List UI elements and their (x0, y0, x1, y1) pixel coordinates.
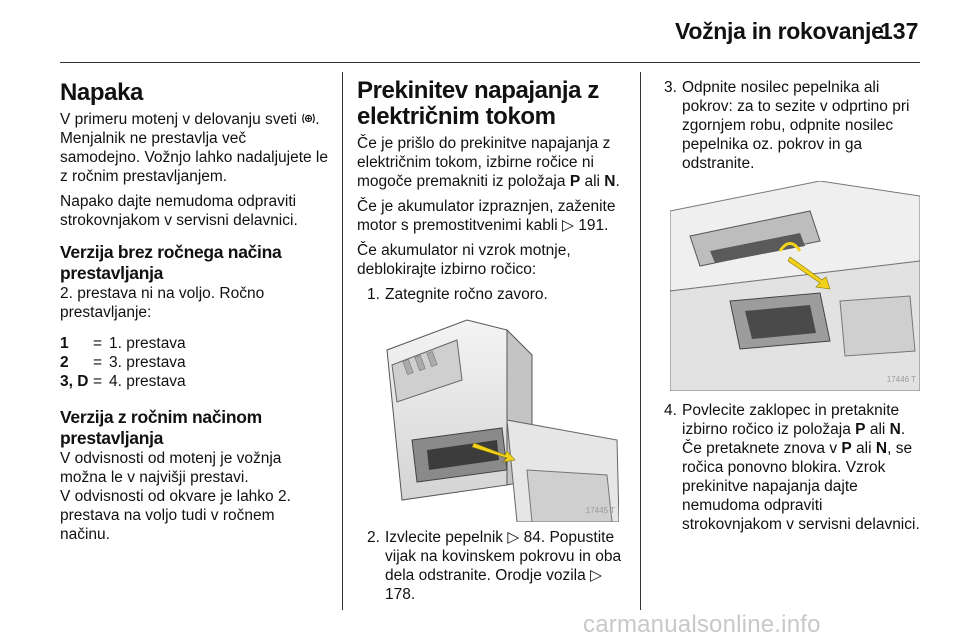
step4-text-b: . Če pretaknete znova v (682, 421, 906, 457)
battery-paragraph (357, 197, 627, 235)
step-number: 2. (367, 529, 380, 546)
step-1 (367, 285, 627, 304)
photo-code: 17445 T (585, 506, 615, 515)
gear-eq: = (93, 335, 103, 352)
step4-text-c: , se ročica ponovno blokira. Vzrok prekinitve napajanja dajte nemudoma odpraviti strokovnjakom v servisni delavnici. (682, 440, 920, 533)
column-3 (664, 72, 924, 540)
gear-key: 2 (60, 354, 69, 371)
handbrake-console-photo (357, 310, 619, 522)
position-n: N (875, 440, 888, 457)
step4-or: ali (851, 440, 876, 457)
photo-code: 17446 T (886, 375, 916, 384)
page-number: 137 (880, 18, 919, 44)
gear-table (60, 334, 328, 391)
gear-key: 3, D (60, 373, 89, 390)
column-1 (60, 72, 328, 550)
header-divider (60, 62, 920, 63)
fault-paragraph (60, 110, 328, 186)
step4-or: ali (865, 421, 890, 438)
pf-text: Če je prišlo do prekinitve napajanja z električnim tokom, izbirne ročice ni mogoče premakniti iz položaja (357, 135, 611, 190)
watermark: carmanualsonline.info (583, 611, 821, 638)
step-2 (367, 528, 627, 604)
manual-mode-text-1: V odvisnosti od motenj je vožnja možna le v najvišji prestavi. (60, 450, 282, 486)
column-2 (357, 72, 627, 610)
heading-manual-mode: Verzija z ročnim načinom prestavljanja (60, 407, 262, 448)
column-divider-2 (640, 72, 641, 610)
pf-end: . (615, 173, 620, 190)
fault-service-paragraph: Napako dajte nemudoma odpraviti strokovnjakom v servisni delavnici. (60, 193, 298, 229)
fault-text-a: V primeru motenj v delovanju sveti (60, 111, 302, 128)
page-reference[interactable]: 84. (523, 529, 546, 546)
ashtray-holder-photo (670, 181, 920, 391)
power-failure-paragraph (357, 134, 627, 191)
step2-text-b: Popustite vijak na kovinskem pokrovu in oba dela odstranite. Orodje vozila (385, 529, 622, 584)
gear-eq: = (93, 354, 103, 371)
step-text: Zategnite ročno zavoro. (385, 286, 548, 303)
heading-napaka: Napaka (60, 79, 143, 106)
step-text (385, 528, 627, 604)
manual-mode-text-2: V odvisnosti od okvare je lahko 2. prestava na voljo tudi v ročnem načinu. (60, 488, 291, 543)
heading-no-manual-mode: Verzija brez ročnega načina prestavljanja (60, 242, 282, 283)
position-n: N (889, 421, 901, 438)
gear-key: 1 (60, 335, 69, 352)
step-number: 1. (367, 286, 380, 303)
step-3 (664, 78, 924, 173)
step-4 (664, 401, 924, 534)
page-reference[interactable]: 178. (385, 586, 416, 603)
page-section-title: Vožnja in rokovanje (675, 18, 884, 44)
gear-row (60, 372, 328, 391)
gear-value: 3. prestava (109, 354, 186, 371)
column-divider-1 (342, 72, 343, 610)
step-number: 3. (664, 79, 677, 96)
heading-power-failure: Prekinitev napajanja z električnim tokom (357, 77, 599, 130)
step-text: Odpnite nosilec pepelnika ali pokrov: za to sezite v odprtino pri zgornjem robu, odpnite nosilec pepelnika oz. pokrov in ga odstranite. (682, 79, 910, 172)
no-manual-mode-text: 2. prestava ni na voljo. Ročno prestavljanje: (60, 285, 265, 321)
page-reference-arrow-icon: ▷ (507, 529, 520, 546)
step4-text-a: Povlecite zaklopec in pretaknite izbirno ročico iz položaja (682, 402, 900, 438)
position-p: P (841, 440, 852, 457)
gear-eq: = (93, 373, 103, 390)
step-number: 4. (664, 402, 677, 419)
gearbox-warning-icon (301, 110, 315, 129)
fault-text-b: . Menjalnik ne prestavlja več samodejno. Vožnjo lahko nadaljujete le z ročnim prestavljanjem. (60, 111, 328, 185)
gear-row (60, 353, 328, 372)
gear-value: 1. prestava (109, 335, 186, 352)
unlock-intro: Če akumulator ni vzrok motnje, deblokirajte izbirno ročico: (357, 242, 571, 278)
position-p: P (569, 173, 581, 190)
page-reference-arrow-icon: ▷ (562, 217, 574, 234)
position-p: P (855, 421, 866, 438)
step-text (682, 401, 924, 534)
pf-or: ali (580, 173, 605, 190)
gear-value: 4. prestava (109, 373, 186, 390)
page-reference-arrow-icon: ▷ (590, 567, 602, 584)
step2-text-a: Izvlecite pepelnik (385, 529, 508, 546)
position-n: N (604, 173, 616, 190)
page-reference[interactable]: 191. (578, 217, 609, 234)
gear-row (60, 334, 328, 353)
battery-text: Če je akumulator izpraznjen, zaženite motor s premostitvenimi kabli (357, 198, 616, 234)
